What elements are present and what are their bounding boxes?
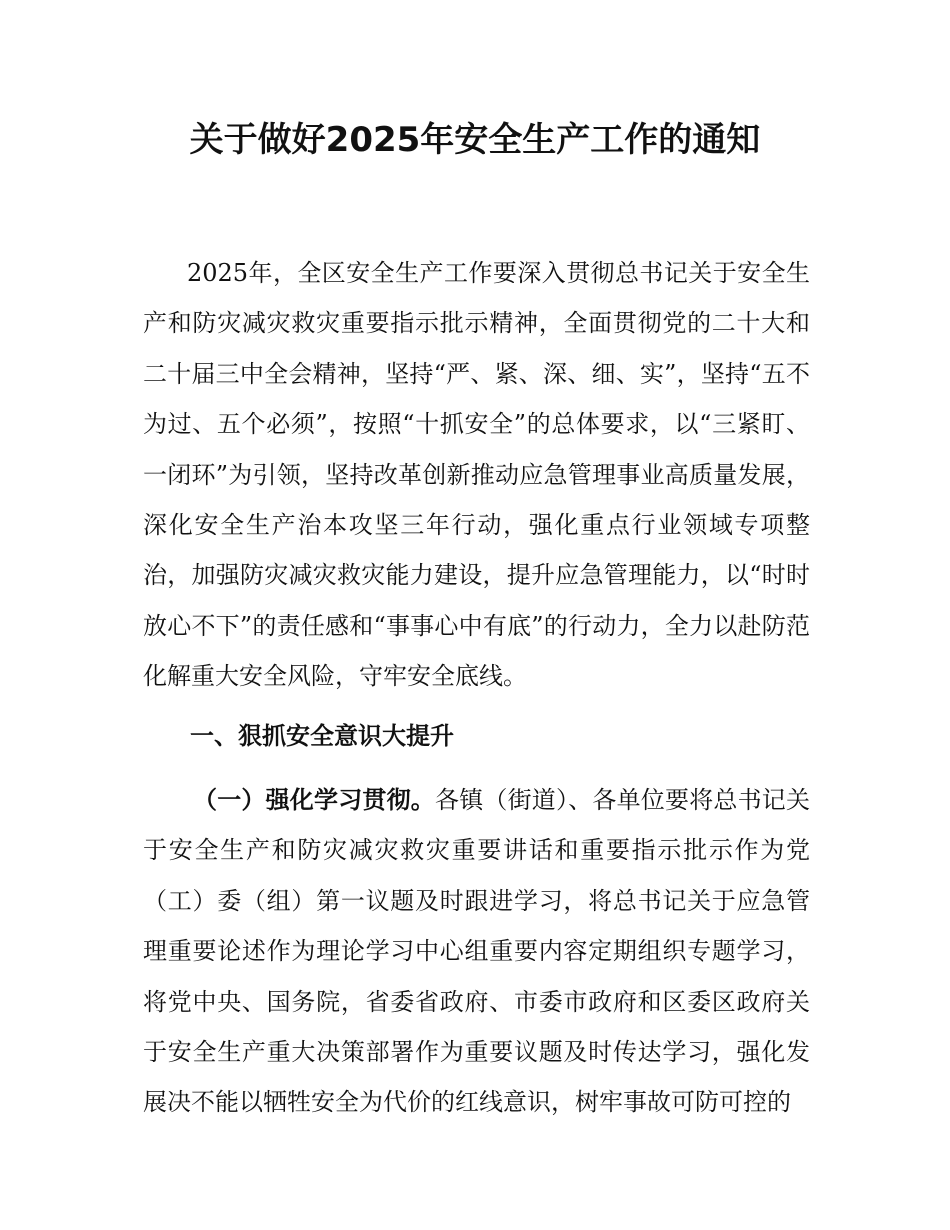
intro-paragraph: 2025年，全区安全生产工作要深入贯彻总书记关于安全生产和防灾减灾救灾重要指示批示精神，全面贯彻党的二十大和二十届三中全会精神，坚持“严、紧、深、细、实”，坚持“五不为过、五个必须”，按照“十抓安全”的总体要求，以“三紧盯、一闭环”为引领，坚持改革创新推动应急管理事业高质量发展，深化安全生产治本攻坚三年行动，强化重点行业领域专项整治，加强防灾减灾救灾能力建设，提升应急管理能力，以“时时放心不下”的责任感和“事事心中有底”的行动力，全力以赴防范化解重大安全风险，守牢安全底线。	[143, 259, 810, 691]
item-subheading: （一）强化学习贯彻。	[193, 786, 435, 814]
item-text: 各镇（街道）、各单位要将总书记关于安全生产和防灾减灾救灾重要讲话和重要指示批示作为党（工）委（组）第一议题及时跟进学习，将总书记关于应急管理重要论述作为理论学习中心组重要内容定期组织专题学习，将党中央、国务院，省委省政府、市委市政府和区委区政府关于安全生产重大决策部署作为重要议题及时传达学习，强化发展决不能以牺牲安全为代价的红线意识，树牢事故可防可控的	[143, 786, 810, 1117]
document-title: 关于做好2025年安全生产工作的通知	[189, 120, 761, 160]
section-heading: 一、狠抓安全意识大提升	[190, 722, 454, 750]
section-paragraph	[143, 775, 810, 1128]
